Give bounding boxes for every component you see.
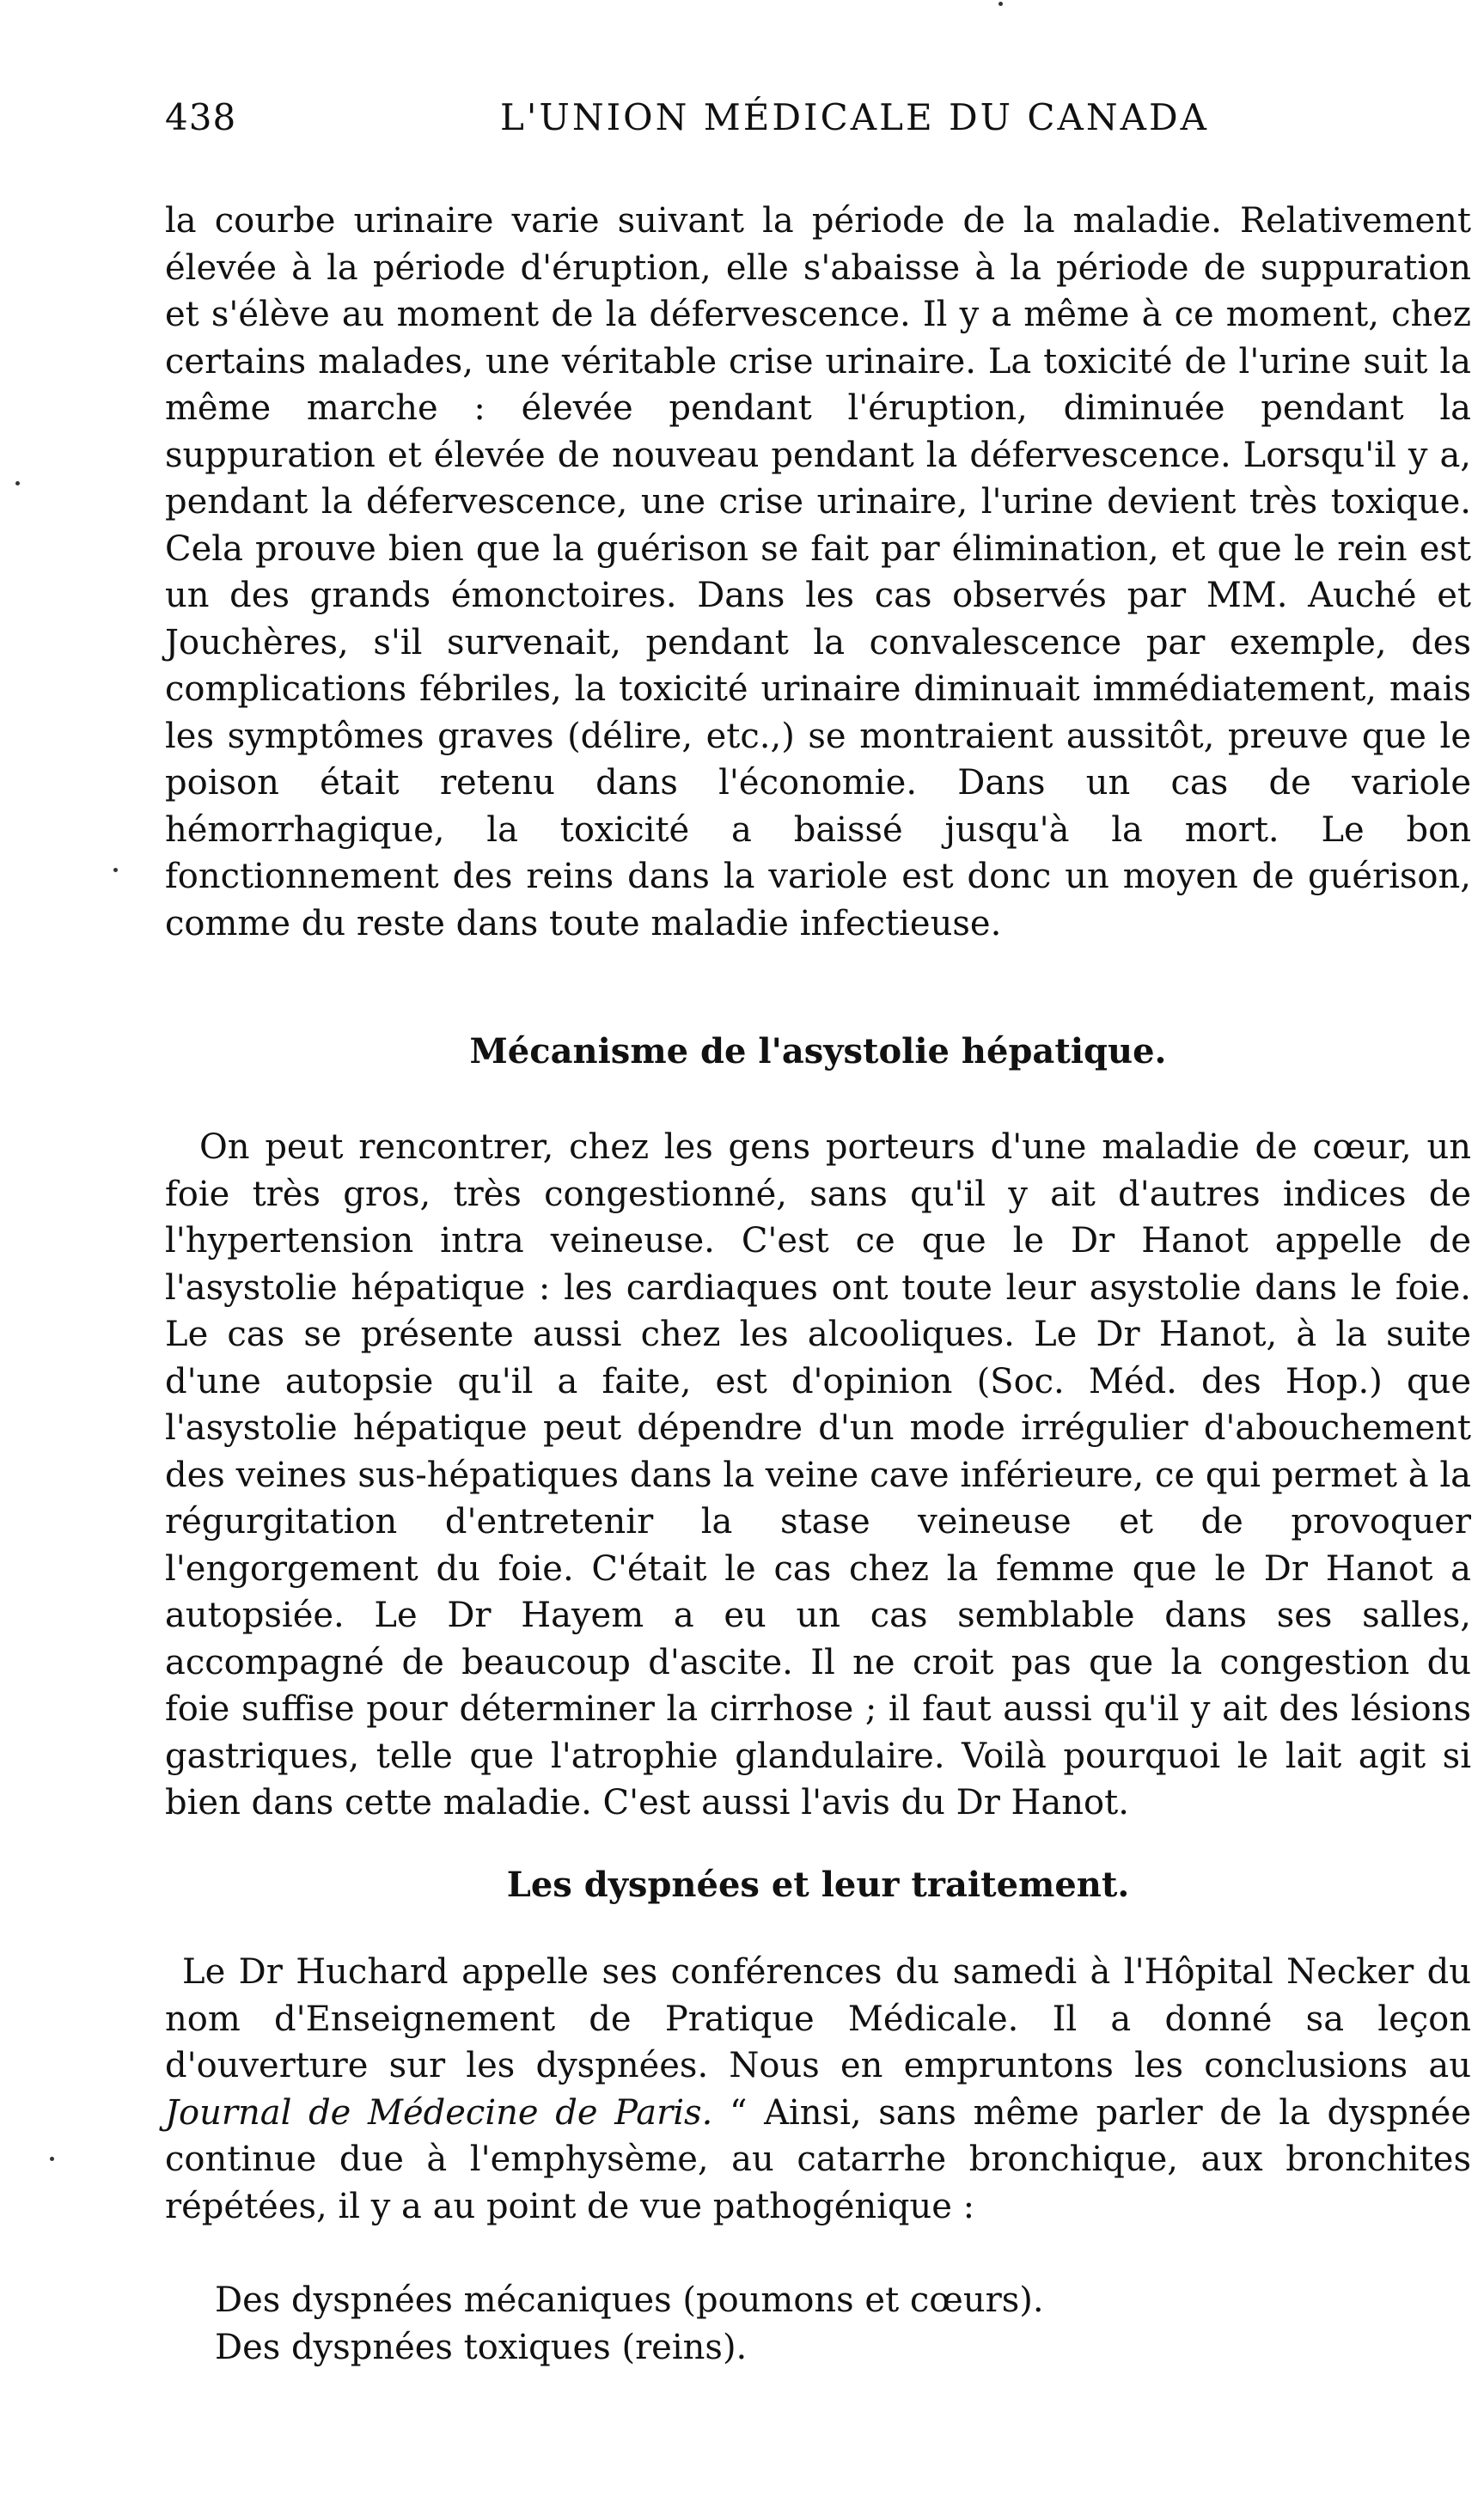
section-body-dyspnees [165,1949,1471,2230]
running-head: L'UNION MÉDICALE DU CANADA [500,96,1209,138]
body-text-before-source: Le Dr Huchard appelle ses conférences du samedi à l'Hôpital Necker du nom d'Enseignement de Pratique Médicale. Il a donné sa leçon d'ouverture sur les dyspnées. Nous en empruntons les conclusions au [165,1952,1471,2085]
intro-paragraph: la courbe urinaire varie suivant la période de la maladie. Relativement élevée à la période d'éruption, elle s'abaisse à la période de suppuration et s'élève au moment de la défervescence. Il y a même à ce moment, chez certains malades, une véritable crise urinaire. La toxicité de l'urine suit la même marche : élevée pendant l'éruption, diminuée pendant la suppuration et élevée de nouveau pendant la défervescence. Lorsqu'il y a, pendant la défervescence, une crise urinaire, l'urine devient très toxique. Cela prouve bien que la guérison se fait par élimination, et que le rein est un des grands émonctoires. Dans les cas observés par MM. Auché et Jouchères, s'il survenait, pendant la convalescence par exemple, des complications fébriles, la toxicité urinaire diminuait immédiatement, mais les symptômes graves (délire, etc.,) se montraient aussitôt, preuve que le poison était retenu dans l'économie. Dans un cas de variole hémorrhagique, la toxicité a baissé jusqu'à la mort. Le bon fonctionnement des reins dans la variole est donc un moyen de guérison, comme du reste dans toute maladie infectieuse. [165,201,1471,943]
body-text-after-source: “ Ainsi, sans même parler de la dyspnée continue due à l'emphysème, au catarrhe bronchique, aux bronchites répétées, il y a au point de vue pathogénique : [165,2092,1471,2226]
section-title-dyspnees: Les dyspnées et leur traitement. [506,1865,1130,1905]
scan-speck [113,868,118,872]
scan-speck [15,481,20,485]
dyspnea-list [215,2277,1044,2371]
scan-speck [998,2,1003,6]
scan-speck [50,2157,54,2161]
list-item: Des dyspnées mécaniques (poumons et cœurs). [215,2280,1044,2320]
document-page [165,86,1471,2406]
section-body-asystolie: On peut rencontrer, chez les gens porteurs d'une maladie de cœur, un foie très gros, très congestionné, sans qu'il y ait d'autres indices de l'hypertension intra veineuse. C'est ce que le Dr Hanot appelle de l'asystolie hépatique : les cardiaques ont toute leur asystolie dans le foie. Le cas se présente aussi chez les alcooliques. Le Dr Hanot, à la suite d'une autopsie qu'il a faite, est d'opinion (Soc. Méd. des Hop.) que l'asystolie hépatique peut dépendre d'un mode irrégulier d'abouchement des veines sus-hépatiques dans la veine cave inférieure, ce qui permet à la régurgitation d'entretenir la stase veineuse et de provoquer l'engorgement du foie. C'était le cas chez la femme que le Dr Hanot a autopsiée. Le Dr Hayem a eu un cas semblable dans ses salles, accompagné de beaucoup d'ascite. Il ne croit pas que la congestion du foie suffise pour déterminer la cirrhose ; il faut aussi qu'il y ait des lésions gastriques, telle que l'atrophie glandulaire. Voilà pourquoi le lait agit si bien dans cette maladie. C'est aussi l'avis du Dr Hanot. [165,1127,1471,1822]
journal-citation: Journal de Médecine de Paris. [165,2092,713,2133]
page-header [165,96,1471,148]
page-number: 438 [165,96,237,138]
list-item: Des dyspnées toxiques (reins). [215,2327,748,2367]
section-title-asystolie: Mécanisme de l'asystolie hépatique. [469,1031,1167,1071]
